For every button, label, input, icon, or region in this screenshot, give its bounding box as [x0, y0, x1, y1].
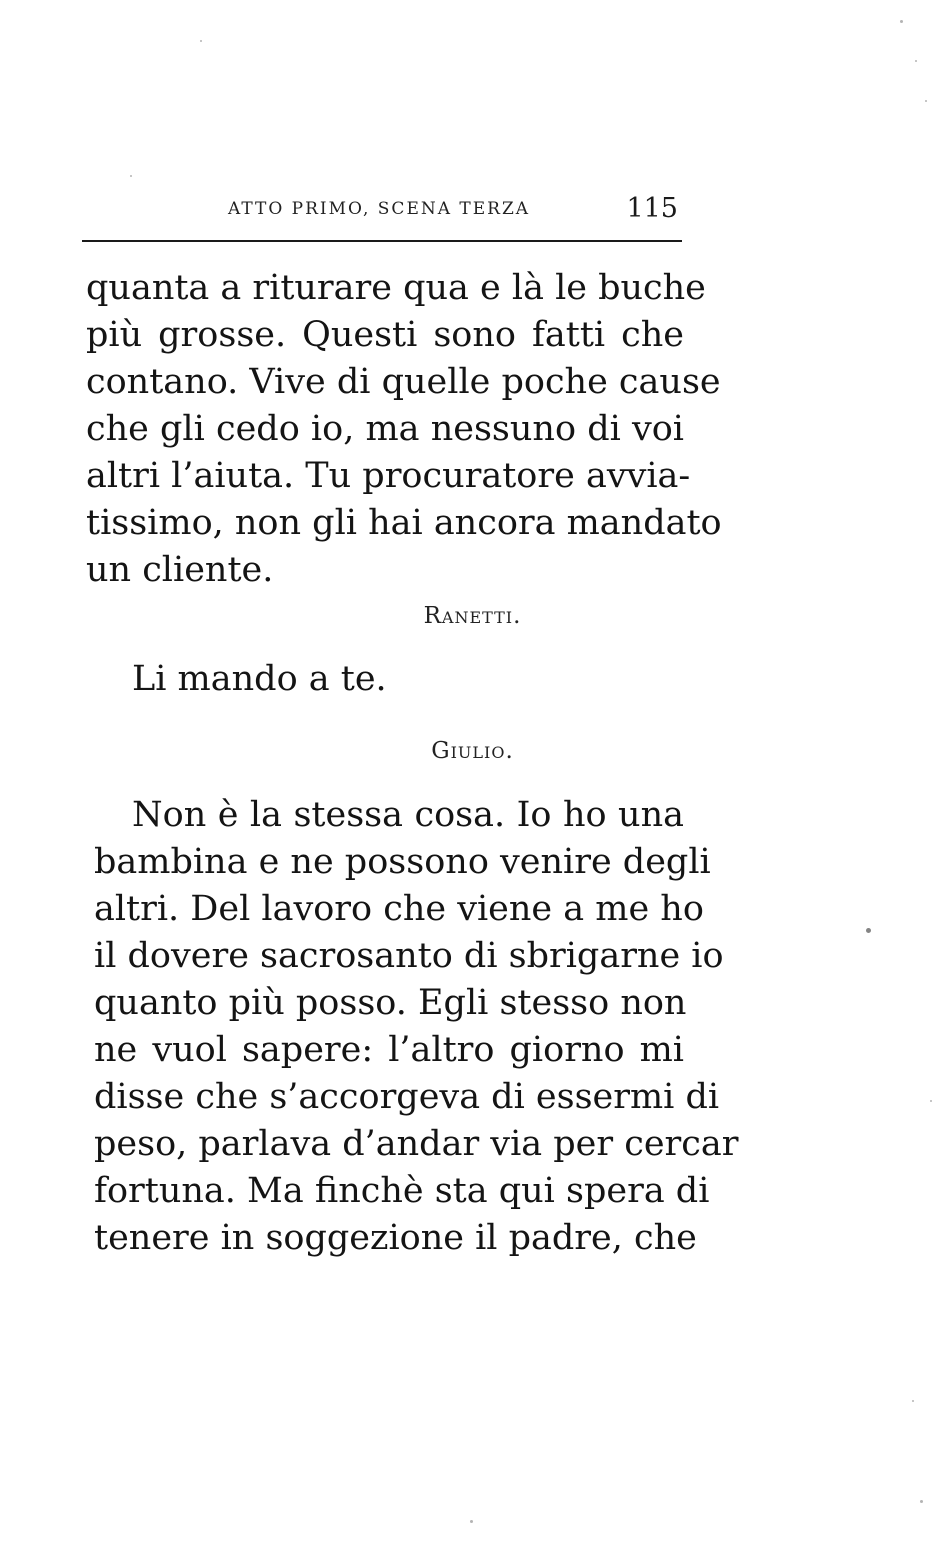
- text-line: ne vuol sapere: l’altro giorno mi: [94, 1030, 684, 1070]
- text-line: peso, parlava d’andar via per cercar: [94, 1124, 739, 1164]
- paper-speck: [920, 1500, 923, 1503]
- paper-speck: [915, 60, 917, 62]
- text-line: disse che s’accorgeva di essermi di: [94, 1077, 720, 1117]
- paper-speck: [866, 928, 871, 933]
- paper-speck: [912, 1400, 914, 1402]
- text-line: quanto più posso. Egli stesso non: [94, 983, 687, 1023]
- paper-speck: [130, 175, 132, 177]
- text-line: fortuna. Ma finchè sta qui spera di: [94, 1171, 710, 1211]
- text-line: che gli cedo io, ma nessuno di voi: [86, 409, 684, 449]
- text-line: Li mando a te.: [132, 659, 387, 699]
- text-line: contano. Vive di quelle poche cause: [86, 362, 721, 402]
- text-line: tissimo, non gli hai ancora mandato: [86, 503, 722, 543]
- paper-speck: [200, 40, 202, 42]
- paper-speck: [930, 1100, 932, 1102]
- text-line: altri l’aiuta. Tu procuratore avvia-: [86, 456, 691, 496]
- paper-speck: [470, 1520, 473, 1523]
- running-head: ATTO PRIMO, SCENA TERZA: [228, 199, 531, 219]
- text-line: tenere in soggezione il padre, che: [94, 1218, 697, 1258]
- text-line: il dovere sacrosanto di sbrigarne io: [94, 936, 724, 976]
- paper-speck: [900, 20, 903, 23]
- header-rule: [82, 240, 682, 242]
- text-line: più grosse. Questi sono fatti che: [86, 315, 684, 355]
- speaker-name: Ranetti.: [423, 603, 522, 629]
- text-line: bambina e ne possono venire degli: [94, 842, 711, 882]
- text-line: quanta a riturare qua e là le buche: [86, 268, 706, 308]
- text-line: Non è la stessa cosa. Io ho una: [132, 795, 684, 835]
- text-line: altri. Del lavoro che viene a me ho: [94, 889, 704, 929]
- paper-speck: [925, 100, 927, 102]
- text-line: un cliente.: [86, 550, 274, 590]
- page-number: 115: [626, 193, 678, 224]
- speaker-name: Giulio.: [431, 738, 514, 764]
- page-header: [82, 193, 682, 229]
